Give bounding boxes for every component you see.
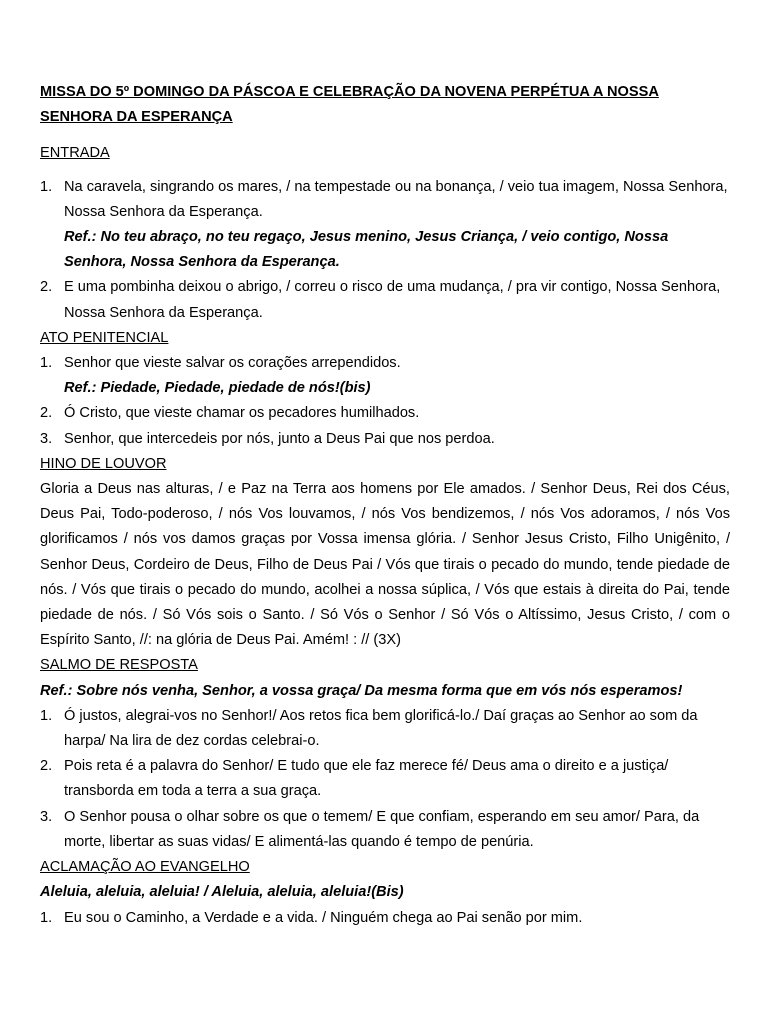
verse-text: Ó Cristo, que vieste chamar os pecadores humilhados. [64, 405, 420, 422]
section-heading-ato-penitencial: ATO PENITENCIAL [40, 329, 169, 346]
verse-number: 1. [40, 355, 53, 372]
verse-text: Na caravela, singrando os mares, / na tempestade ou na bonança, / veio tua imagem, Nossa Senhora, Nossa Senhora da Esperança. [64, 178, 728, 220]
verse-text: Eu sou o Caminho, a Verdade e a vida. / Ninguém chega ao Pai senão por mim. [64, 909, 583, 926]
aclamacao-refrain: Aleluia, aleluia, aleluia! / Aleluia, aleluia, aleluia!(Bis) [40, 884, 404, 901]
document-page [40, 80, 730, 931]
section-heading-aclamacao: ACLAMAÇÃO AO EVANGELHO [40, 859, 250, 876]
verse-number: 1. [40, 178, 53, 195]
verse-text: E uma pombinha deixou o abrigo, / correu o risco de uma mudança, / pra vir contigo, Nossa Senhora, Nossa Senhora da Esperança. [64, 279, 721, 321]
entrada-verse-1 [40, 175, 730, 225]
verse-number: 2. [40, 279, 53, 296]
verse-number: 1. [40, 707, 53, 724]
section-heading-entrada: ENTRADA [40, 145, 110, 162]
salmo-verse-3 [40, 805, 730, 855]
verse-text: Pois reta é a palavra do Senhor/ E tudo que ele faz merece fé/ Deus ama o direito e a justiça/ transborda em toda a terra a sua graça. [64, 758, 669, 800]
entrada-refrain: Ref.: No teu abraço, no teu regaço, Jesus menino, Jesus Criança, / veio contigo, Nossa Senhora, Nossa Senhora da Esperança. [64, 229, 669, 271]
section-heading-hino-de-louvor: HINO DE LOUVOR [40, 455, 167, 472]
verse-number: 3. [40, 430, 53, 447]
ato-verse-1 [40, 351, 730, 376]
ato-verse-3 [40, 427, 730, 452]
verse-number: 1. [40, 909, 53, 926]
verse-text: Ó justos, alegrai-vos no Senhor!/ Aos retos fica bem glorificá-lo./ Daí graças ao Senhor ao som da harpa/ Na lira de dez cordas celebrai-o. [64, 707, 698, 750]
entrada-verse-2 [40, 275, 730, 325]
ato-verse-2 [40, 401, 730, 426]
verse-text: Senhor, que intercedeis por nós, junto a Deus Pai que nos perdoa. [64, 430, 495, 447]
verse-number: 2. [40, 758, 53, 775]
ato-refrain: Ref.: Piedade, Piedade, piedade de nós!(bis) [64, 380, 371, 397]
document-title: MISSA DO 5º DOMINGO DA PÁSCOA E CELEBRAÇÃO DA NOVENA PERPÉTUA A NOSSA SENHORA DA ESPERANÇA [40, 84, 659, 126]
verse-number: 2. [40, 405, 53, 422]
section-heading-salmo: SALMO DE RESPOSTA [40, 657, 198, 674]
salmo-verse-2 [40, 754, 730, 804]
verse-text: O Senhor pousa o olhar sobre os que o temem/ E que confiam, esperando em seu amor/ Para, da morte, libertar as suas vidas/ E alimentá-las quando é tempo de penúria. [64, 808, 700, 850]
verse-text: Senhor que vieste salvar os corações arrependidos. [64, 355, 401, 372]
aclamacao-verse-1 [40, 906, 730, 931]
salmo-refrain: Ref.: Sobre nós venha, Senhor, a vossa graça/ Da mesma forma que em vós nós esperamos! [40, 682, 683, 699]
verse-number: 3. [40, 808, 53, 825]
hino-text: Gloria a Deus nas alturas, / e Paz na Terra aos homens por Ele amados. / Senhor Deus, Rei dos Céus, Deus Pai, Todo-poderoso, / nós Vos louvamos, / nós Vos bendizemos, / nós Vos adoramos, / nós Vos glorificamos / nós vos damos graças por Vossa imensa glória. / Senhor Jesus Cristo, Filho Unigênito, / Senhor Deus, Cordeiro de Deus, Filho de Deus Pai / Vós que tirais o pecado do mundo, tende piedade de nós. / Vós que tirais o pecado do mundo, acolhei a nossa súplica, / Vós que estais à direita do Pai, tende piedade de nós. / Só Vós sois o Santo. / Só Vós o Senhor / Só Vós o Altíssimo, Jesus Cristo, / com o Espírito Santo, //: na glória de Deus Pai. Amém! : // (3X) [40, 481, 730, 649]
salmo-verse-1 [40, 704, 730, 754]
